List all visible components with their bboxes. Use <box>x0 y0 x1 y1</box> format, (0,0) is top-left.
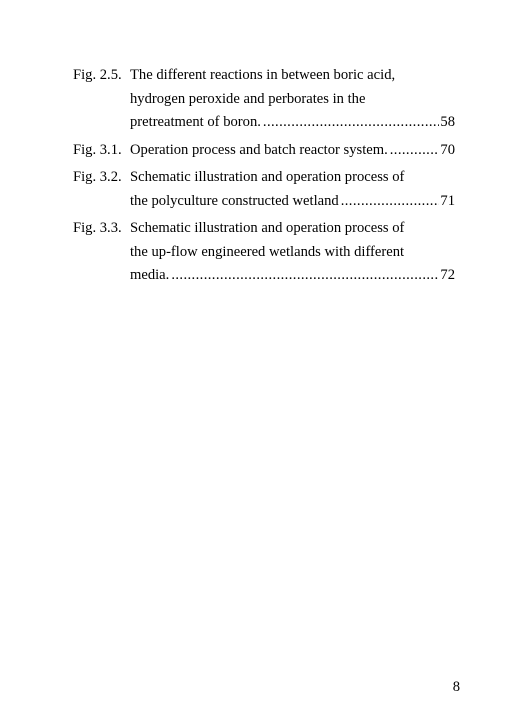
entry-title-line: The different reactions in between boric acid, <box>130 67 396 83</box>
dot-leader <box>263 111 440 135</box>
entry-title-last-line <box>130 190 455 214</box>
page-reference: 72 <box>440 267 455 283</box>
toc-entry-fig-3-2[interactable] <box>73 166 455 213</box>
entry-title <box>130 139 455 163</box>
entry-title-line: the up-flow engineered wetlands with different <box>130 243 405 260</box>
entry-title-line: Schematic illustration and operation process of <box>130 220 405 236</box>
entry-title <box>130 166 455 213</box>
entry-title-line: media. <box>130 267 170 283</box>
toc-entry-fig-3-3[interactable] <box>73 217 455 288</box>
entry-title-line: the polyculture constructed wetland <box>130 192 339 209</box>
page-number: 8 <box>452 679 460 695</box>
toc-entry-fig-2-5[interactable] <box>73 64 455 135</box>
page-reference: 71 <box>440 192 455 209</box>
page-reference: 58 <box>440 114 455 130</box>
entry-title-last-line <box>130 111 455 135</box>
toc-entry-fig-3-1[interactable] <box>73 139 455 163</box>
figure-label: Fig. 3.1. <box>73 141 122 158</box>
page-reference: 70 <box>440 141 455 158</box>
entry-title-line: pretreatment of boron. <box>130 114 261 130</box>
figure-label: Fig. 3.3. <box>73 220 122 236</box>
entry-title <box>130 217 455 288</box>
dot-leader <box>390 139 440 163</box>
entry-title-line: Operation process and batch reactor system. <box>130 141 388 158</box>
figure-label: Fig. 3.2. <box>73 169 122 185</box>
entry-title-line: Schematic illustration and operation process of <box>130 169 405 185</box>
entry-title-last-line <box>130 139 455 163</box>
entry-title <box>130 64 455 135</box>
figure-label: Fig. 2.5. <box>73 67 122 83</box>
dot-leader <box>171 264 439 288</box>
list-of-figures <box>73 64 455 292</box>
entry-title-last-line <box>130 264 455 288</box>
entry-title-line: hydrogen peroxide and perborates in the <box>130 90 366 107</box>
dot-leader <box>341 190 440 214</box>
